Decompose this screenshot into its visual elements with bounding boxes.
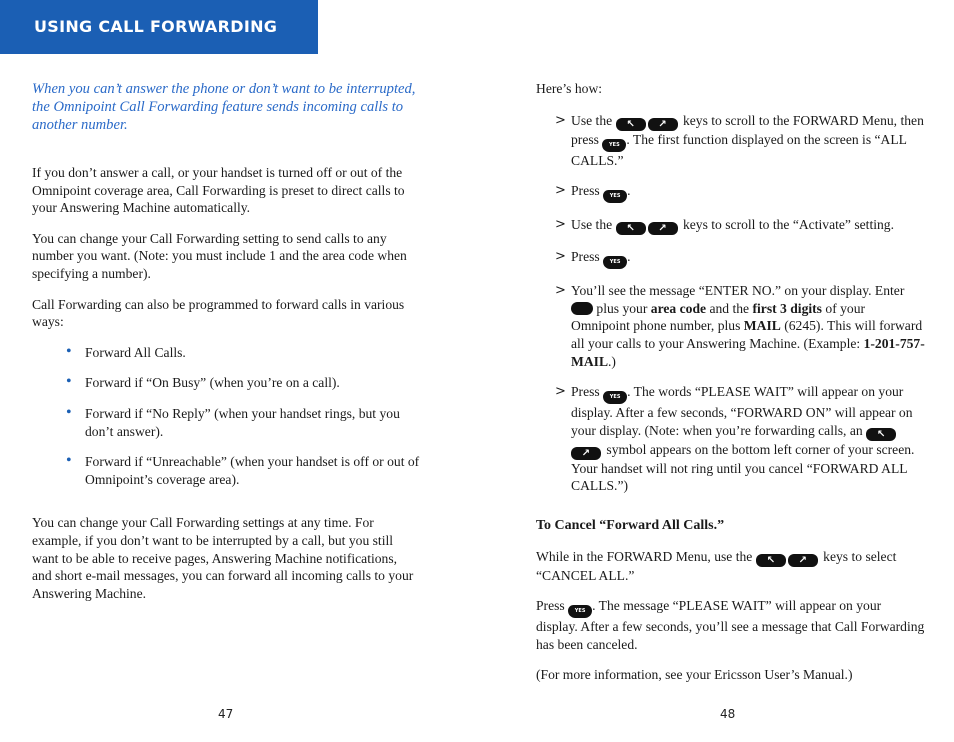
step-marker: >: [555, 217, 566, 233]
scroll-right-key-icon: ↗: [648, 118, 678, 131]
scroll-left-key-icon: ↖: [616, 222, 646, 235]
paragraph-change-anytime: You can change your Call Forwarding settings at any time. For example, if you don’t want to be interrupted by a call, but you still want to be able to receive pages, Answering Machine notifications, and short e-mail messages, you can forward all incoming calls to your Answering Machine.: [32, 515, 414, 601]
paragraph-ways: Call Forwarding can also be programmed to forward calls in various ways:: [32, 296, 405, 330]
step-press-yes-1: > Press YES .: [536, 182, 926, 203]
one-key-icon: [571, 302, 593, 315]
yes-key-icon: YES: [602, 139, 626, 152]
step-marker: >: [555, 183, 566, 199]
step-marker: >: [555, 249, 566, 265]
forward-symbol-right-icon: ↗: [571, 447, 601, 460]
intro-text: When you can’t answer the phone or don’t want to be interrupted, the Omnipoint Call Forwarding feature sends incoming calls to another number.: [32, 81, 416, 133]
scroll-left-key-icon: ↖: [756, 554, 786, 567]
step-marker: >: [555, 283, 566, 299]
list-item: • Forward if “On Busy” (when you’re on a call).: [66, 374, 420, 392]
step-press-yes-2: > Press YES .: [536, 248, 926, 269]
page-number-left: 47: [218, 707, 234, 721]
cancel-step-select: While in the FORWARD Menu, use the ↖ ↗ keys to select “CANCEL ALL.”: [536, 548, 897, 583]
forward-symbol-left-icon: ↖: [866, 428, 896, 441]
step-marker: >: [555, 384, 566, 400]
section-header-tab: USING CALL FORWARDING: [0, 0, 318, 54]
left-column: [32, 80, 420, 615]
forwarding-options-list: [32, 344, 420, 489]
step-enter-number: > You’ll see the message “ENTER NO.” on your display. Enter plus your area code and the first 3 digits of your Omnipoint phone number, plus MAIL (6245). This will forward all your calls to your Answering Machine. (Example: 1-201-757-MAIL.): [555, 283, 925, 369]
yes-key-icon: YES: [603, 256, 627, 269]
cancel-step-press-yes: Press YES . The message “PLEASE WAIT” will appear on your display. After a few seconds, you’ll see a message that Call Forwarding has been canceled.: [536, 598, 925, 652]
cancel-heading: To Cancel “Forward All Calls.”: [536, 517, 725, 533]
paragraph-default-forwarding: If you don’t answer a call, or your handset is turned off or out of the Omnipoint coverage area, Call Forwarding is preset to direct calls to your Answering Machine automatically.: [32, 165, 405, 216]
list-item: • Forward All Calls.: [66, 344, 420, 362]
scroll-right-key-icon: ↗: [788, 554, 818, 567]
yes-key-icon: YES: [568, 605, 592, 618]
right-column: [536, 80, 926, 697]
step-scroll-forward-menu: > Use the ↖ ↗ keys to scroll to the FORWARD Menu, then press YES . The first function displayed on the screen is “ALL CALLS.”: [555, 112, 924, 168]
yes-key-icon: YES: [603, 391, 627, 404]
yes-key-icon: YES: [603, 190, 627, 203]
more-info-note: (For more information, see your Ericsson User’s Manual.): [536, 667, 853, 683]
paragraph-change-setting: You can change your Call Forwarding setting to send calls to any number you want. (Note: you must include 1 and the area code when specifying a number).: [32, 230, 407, 281]
heres-how-label: Here’s how:: [536, 81, 603, 96]
step-marker: >: [555, 112, 566, 128]
scroll-right-key-icon: ↗: [648, 222, 678, 235]
list-item: • Forward if “Unreachable” (when your handset is off or out of Omnipoint’s coverage area).: [66, 453, 420, 488]
step-press-yes-wait: > Press YES . The words “PLEASE WAIT” will appear on your display. After a few seconds, “FORWARD ON” will appear on your display. (Note: when you’re forwarding calls, an ↖↗ symbol appears on the bottom left corner of your screen. Your handset will not ring until you cancel “FORWARD ALL CALLS.”): [555, 384, 915, 494]
page-number-right: 48: [720, 707, 736, 721]
step-scroll-activate: > Use the ↖ ↗ keys to scroll to the “Activate” setting.: [555, 217, 894, 235]
list-item: • Forward if “No Reply” (when your handset rings, but you don’t answer).: [66, 405, 420, 440]
scroll-left-key-icon: ↖: [616, 118, 646, 131]
